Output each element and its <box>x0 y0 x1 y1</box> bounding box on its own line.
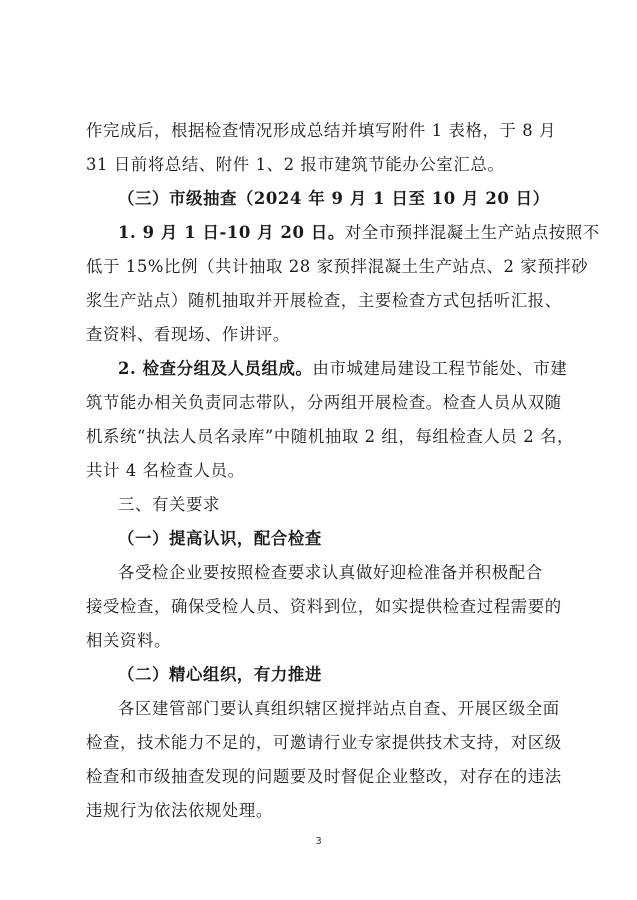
body-text-line: 浆生产站点）随机抽取并开展检查，主要检查方式包括听汇报、 <box>86 291 562 310</box>
numbered-item-1 <box>118 223 600 243</box>
body-text-line: 作完成后，根据检查情况形成总结并填写附件 1 表格，于 8 月 <box>86 121 557 140</box>
numbered-item-2 <box>118 359 588 379</box>
section-heading-municipal-inspection: （三）市级抽查（2024 年 9 月 1 日至 10 月 20 日） <box>118 189 550 208</box>
body-text-line: 筑节能办相关负责同志带队，分两组开展检查。检查人员从双随 <box>86 393 562 412</box>
numbered-item-1-text: 对全市预拌混凝土生产站点按照不 <box>344 223 600 242</box>
body-text-line: 违规行为依法依规处理。 <box>86 801 273 820</box>
body-text-line: 相关资料。 <box>86 631 171 650</box>
body-text-line: 查资料、看现场、作讲评。 <box>86 325 290 344</box>
body-text-line: 机系统“执法人员名录库”中随机抽取 2 组，每组检查人员 2 名， <box>86 427 575 446</box>
numbered-item-1-lead: 1. 9 月 1 日-10 月 20 日。 <box>118 223 345 242</box>
body-text-line: 31 日前将总结、附件 1、2 报市建筑节能办公室汇总。 <box>86 155 505 174</box>
body-text-line: 各区建管部门要认真组织辖区搅拌站点自查、开展区级全面 <box>118 699 560 718</box>
body-text-line: 接受检查，确保受检人员、资料到位，如实提供检查过程需要的 <box>86 597 562 616</box>
body-text-line: 各受检企业要按照检查要求认真做好迎检准备并积极配合 <box>118 563 543 582</box>
body-text-line: 共计 4 名检查人员。 <box>86 461 245 480</box>
subheading-organization: （二）精心组织，有力推进 <box>118 665 322 684</box>
subheading-awareness: （一）提高认识，配合检查 <box>118 529 322 548</box>
page-number: 3 <box>315 836 322 847</box>
body-text-line: 低于 15%比例（共计抽取 28 家预拌混凝土生产站点、2 家预拌砂 <box>86 257 589 276</box>
numbered-item-2-text: 由市城建局建设工程节能处、市建 <box>312 359 568 378</box>
body-text-line: 检查，技术能力不足的，可邀请行业专家提供技术支持，对区级 <box>86 733 562 752</box>
section-heading-requirements: 三、有关要求 <box>118 495 220 514</box>
numbered-item-2-lead: 2. 检查分组及人员组成。 <box>118 359 313 378</box>
body-text-line: 检查和市级抽查发现的问题要及时督促企业整改，对存在的违法 <box>86 767 562 786</box>
